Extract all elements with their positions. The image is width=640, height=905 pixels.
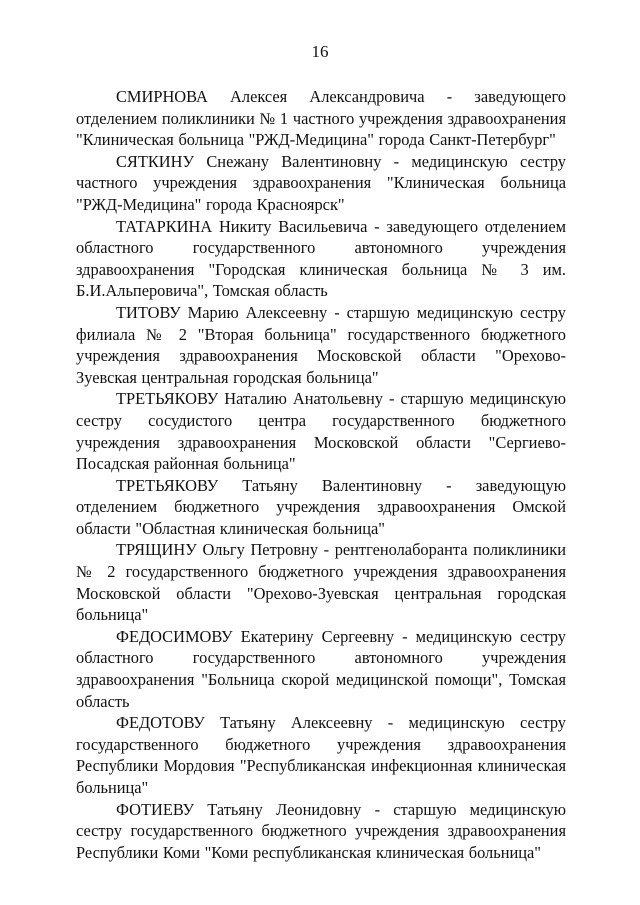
award-list: [76, 86, 566, 863]
list-entry: ТАТАРКИНА Никиту Васильевича - заведующего отделением областного государственного автономного учреждения здравоохранения "Городская клиническая больница № 3 им. Б.И.Альперовича", Томская область: [76, 216, 566, 301]
list-entry: ФЕДОТОВУ Татьяну Алексеевну - медицинскую сестру государственного бюджетного учреждения здравоохранения Республики Мордовия "Республиканская инфекционная клиническая больница": [76, 713, 566, 797]
list-entry: ФЕДОСИМОВУ Екатерину Сергеевну - медицинскую сестру областного государственного автономного учреждения здравоохранения "Больница скорой медицинской помощи", Томская область: [76, 626, 566, 711]
list-entry: СМИРНОВА Алексея Александровича - заведующего отделением поликлиники № 1 частного учреждения здравоохранения "Клиническая больница "РЖД-Медицина" города Санкт-Петербург": [76, 87, 566, 150]
list-entry: ТРЯЩИНУ Ольгу Петровну - рентгенолаборанта поликлиники № 2 государственного бюджетного учреждения здравоохранения Московской области "Орехово-Зуевская центральная городская больница": [76, 540, 566, 625]
list-entry: ФОТИЕВУ Татьяну Леонидовну - старшую медицинскую сестру государственного бюджетного учреждения здравоохранения Республики Коми "Коми республиканская клиническая больница": [76, 799, 566, 862]
page-number: 16: [311, 42, 329, 61]
list-entry: ТРЕТЬЯКОВУ Наталию Анатольевну - старшую медицинскую сестру сосудистого центра государственного бюджетного учреждения здравоохранения Московской области "Сергиево-Посадская районная больница": [76, 389, 566, 474]
list-entry: СЯТКИНУ Снежану Валентиновну - медицинскую сестру частного учреждения здравоохранения "Клиническая больница "РЖД-Медицина" города Красноярск": [76, 151, 566, 214]
list-entry: ТРЕТЬЯКОВУ Татьяну Валентиновну - заведующую отделением бюджетного учреждения здравоохранения Омской области "Областная клиническая больница": [76, 475, 566, 538]
list-entry: ТИТОВУ Марию Алексеевну - старшую медицинскую сестру филиала № 2 "Вторая больница" государственного бюджетного учреждения здравоохранения Московской области "Орехово-Зуевская центральная городская больница": [76, 302, 566, 387]
